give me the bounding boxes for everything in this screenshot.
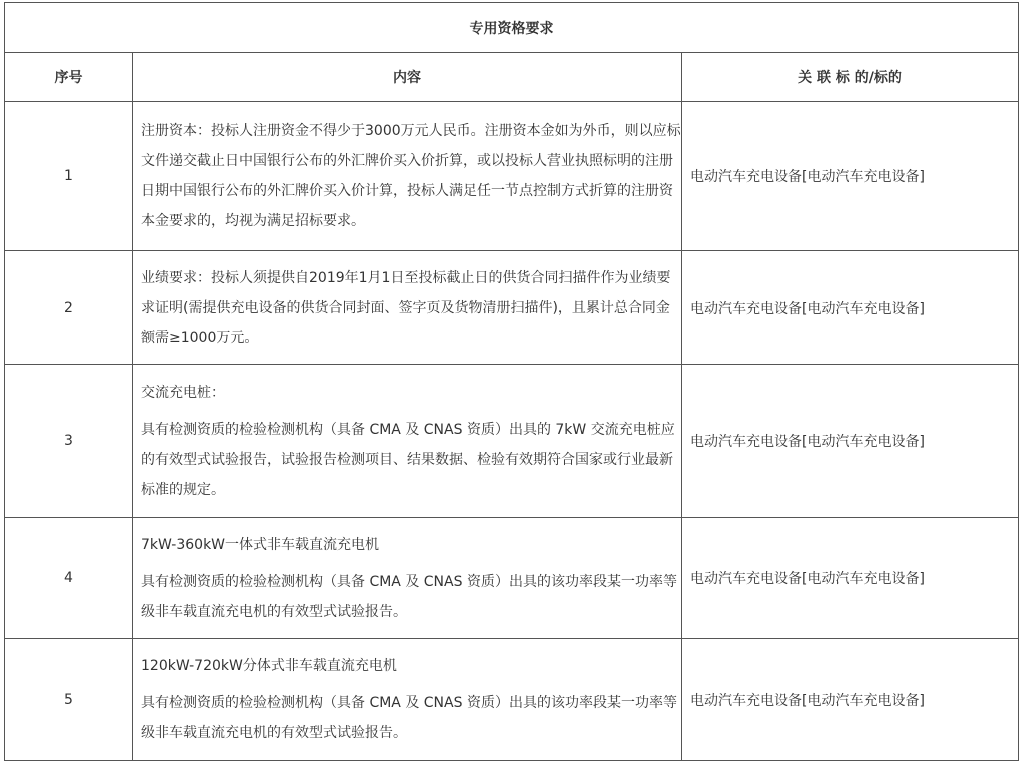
row-content-line: 交流充电桩： xyxy=(141,384,225,401)
row-target: 电动汽车充电设备[电动汽车充电设备] xyxy=(682,251,1019,365)
table-row xyxy=(5,102,1019,251)
row-content xyxy=(133,102,682,251)
table-header-row xyxy=(5,53,1019,102)
row-seq: 5 xyxy=(5,639,133,761)
row-content xyxy=(133,365,682,518)
header-content: 内容 xyxy=(133,53,682,102)
table-row xyxy=(5,365,1019,518)
row-content xyxy=(133,251,682,365)
header-seq: 序号 xyxy=(5,53,133,102)
row-content-line: 具有检测资质的检验检测机构（具备 CMA 及 CNAS 资质）出具的该功率段某一功率等级非车载直流充电机的有效型式试验报告。 xyxy=(141,573,677,620)
row-seq: 4 xyxy=(5,518,133,639)
row-seq: 3 xyxy=(5,365,133,518)
row-content xyxy=(133,639,682,761)
row-content-line: 具有检测资质的检验检测机构（具备 CMA 及 CNAS 资质）出具的 7kW 交流充电桩应的有效型式试验报告，试验报告检测项目、结果数据、检验有效期符合国家或行业最新标准的规定。 xyxy=(141,421,675,498)
qualification-table xyxy=(4,2,1019,761)
row-target: 电动汽车充电设备[电动汽车充电设备] xyxy=(682,102,1019,251)
row-content xyxy=(133,518,682,639)
table-title-row xyxy=(5,3,1019,53)
row-content-line: 7kW-360kW一体式非车载直流充电机 xyxy=(141,536,380,553)
row-content-line: 业绩要求：投标人须提供自2019年1月1日至投标截止日的供货合同扫描件作为业绩要求证明(需提供充电设备的供货合同封面、签字页及货物清册扫描件)，且累计总合同金额需≥1000万元。 xyxy=(141,269,671,346)
row-content-line: 注册资本：投标人注册资金不得少于3000万元人民币。注册资本金如为外币，则以应标文件递交截止日中国银行公布的外汇牌价买入价折算，或以投标人营业执照标明的注册日期中国银行公布的外汇牌价买入价计算，投标人满足任一节点控制方式折算的注册资本金要求的，均视为满足招标要求。 xyxy=(141,123,681,229)
row-seq: 2 xyxy=(5,251,133,365)
table-title: 专用资格要求 xyxy=(5,3,1019,53)
row-content-line: 具有检测资质的检验检测机构（具备 CMA 及 CNAS 资质）出具的该功率段某一功率等级非车载直流充电机的有效型式试验报告。 xyxy=(141,695,677,741)
header-target: 关 联 标 的/标的 xyxy=(682,53,1019,102)
row-seq: 1 xyxy=(5,102,133,251)
row-target: 电动汽车充电设备[电动汽车充电设备] xyxy=(682,518,1019,639)
row-target: 电动汽车充电设备[电动汽车充电设备] xyxy=(682,639,1019,761)
row-content-line: 120kW-720kW分体式非车载直流充电机 xyxy=(141,658,397,674)
table-row xyxy=(5,518,1019,639)
row-target: 电动汽车充电设备[电动汽车充电设备] xyxy=(682,365,1019,518)
table-row xyxy=(5,251,1019,365)
table-row xyxy=(5,639,1019,761)
